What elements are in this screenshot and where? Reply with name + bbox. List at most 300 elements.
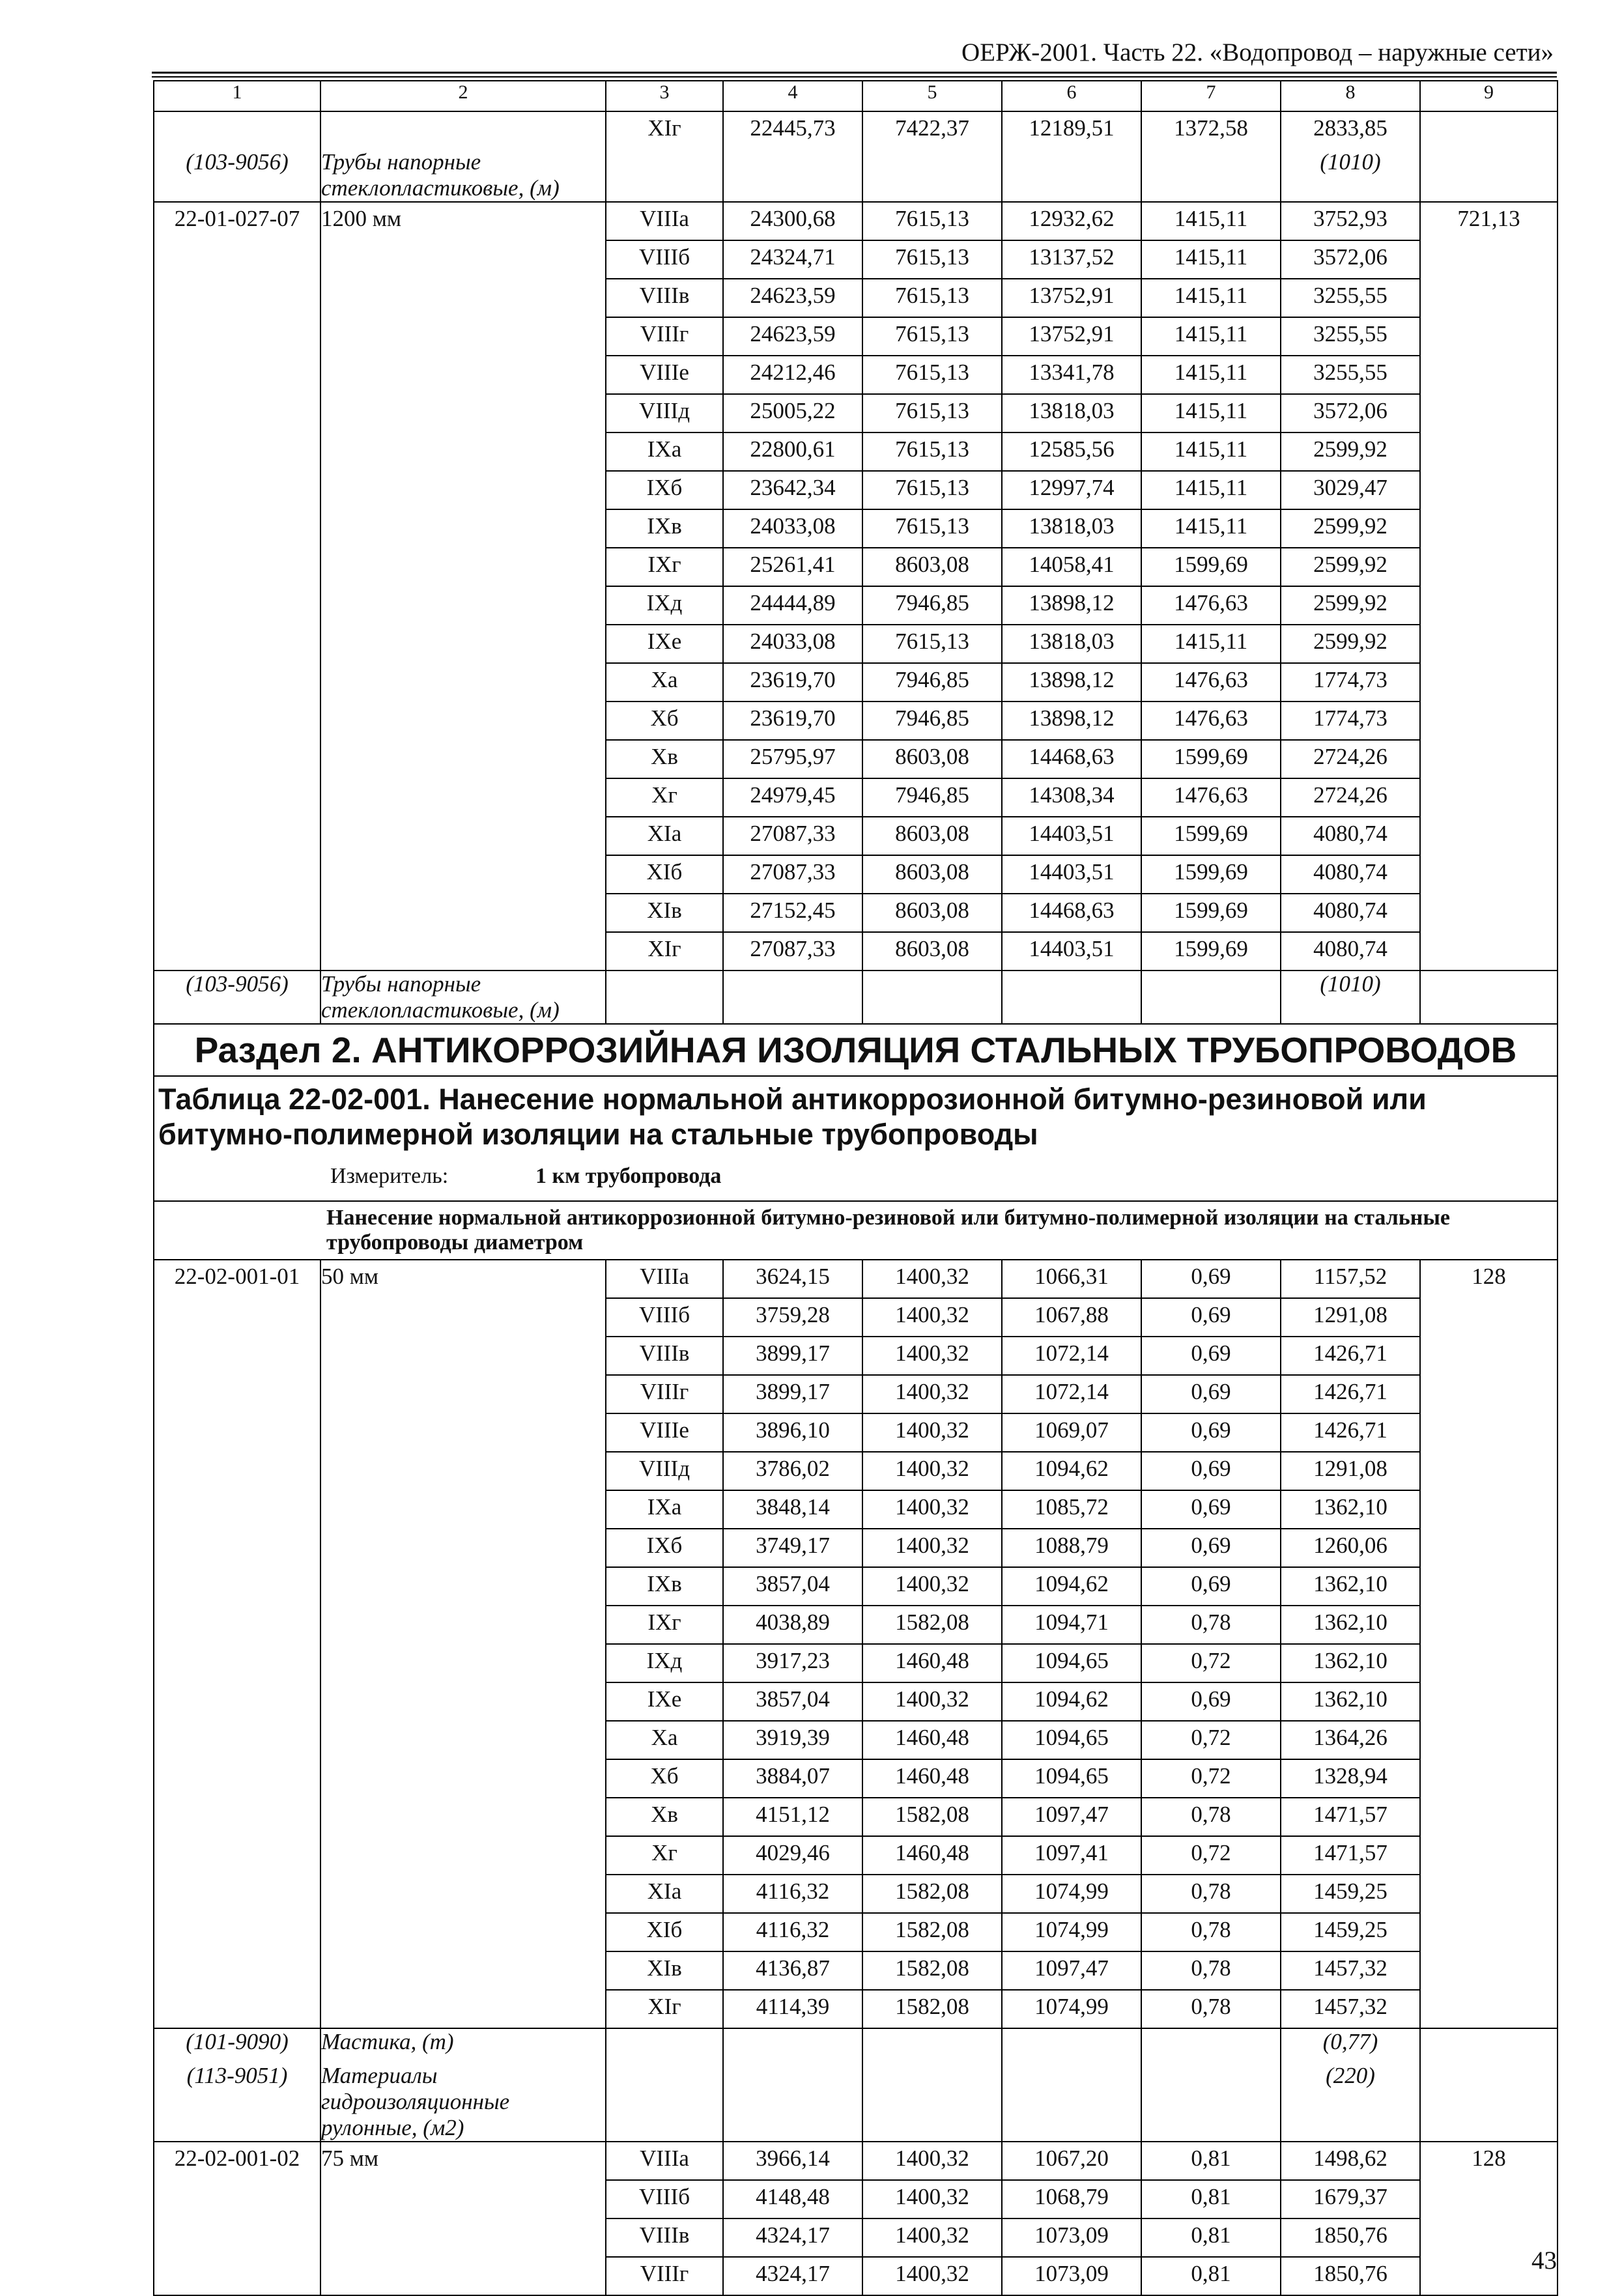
value-cell: 4080,74: [1281, 894, 1420, 932]
value-cell: 3857,04: [723, 1682, 862, 1721]
value-cell: 1073,09: [1002, 2257, 1141, 2295]
zone-cell: IXа: [606, 1490, 723, 1529]
value-cell: 12997,74: [1002, 471, 1141, 509]
empty-cell: [1002, 2063, 1141, 2142]
empty-cell: [606, 2028, 723, 2063]
value-cell: 1069,07: [1002, 1413, 1141, 1452]
value-cell: 1400,32: [862, 1298, 1002, 1337]
zone-cell: Xг: [606, 1836, 723, 1875]
value-cell: 3857,04: [723, 1567, 862, 1606]
value-cell: 7946,85: [862, 778, 1002, 817]
value-cell: 14468,63: [1002, 894, 1141, 932]
value-cell: 3899,17: [723, 1375, 862, 1413]
zone-cell: IXд: [606, 1644, 723, 1682]
empty-cell: [723, 149, 862, 202]
value-cell: 0,69: [1141, 1682, 1281, 1721]
column-number: 2: [320, 81, 606, 111]
value-cell: 1599,69: [1141, 740, 1281, 778]
col9-value: 128: [1420, 2142, 1558, 2295]
resource-row: [154, 971, 1558, 1024]
value-cell: 25795,97: [723, 740, 862, 778]
value-cell: 24623,59: [723, 317, 862, 356]
value-cell: 7615,13: [862, 202, 1002, 240]
value-cell: 22445,73: [723, 111, 862, 149]
resource-code: (103-9056): [154, 971, 320, 1024]
value-cell: 13752,91: [1002, 317, 1141, 356]
value-cell: 1094,71: [1002, 1606, 1141, 1644]
value-cell: 13341,78: [1002, 356, 1141, 394]
value-cell: 12189,51: [1002, 111, 1141, 149]
value-cell: 7615,13: [862, 432, 1002, 471]
value-cell: 1400,32: [862, 1413, 1002, 1452]
empty-cell: [1002, 971, 1141, 1024]
value-cell: 1415,11: [1141, 471, 1281, 509]
value-cell: 13137,52: [1002, 240, 1141, 279]
value-cell: 3759,28: [723, 1298, 862, 1337]
zone-cell: IXб: [606, 1529, 723, 1567]
empty-cell: [862, 2063, 1002, 2142]
value-cell: 1415,11: [1141, 394, 1281, 432]
column-number: 5: [862, 81, 1002, 111]
value-cell: 0,81: [1141, 2218, 1281, 2257]
value-cell: 0,69: [1141, 1375, 1281, 1413]
zone-cell: VIIIб: [606, 2180, 723, 2218]
value-cell: 27087,33: [723, 817, 862, 855]
value-cell: 3848,14: [723, 1490, 862, 1529]
value-cell: 1088,79: [1002, 1529, 1141, 1567]
table-row: [154, 1260, 1558, 1298]
zone-cell: VIIIг: [606, 317, 723, 356]
value-cell: 0,69: [1141, 1452, 1281, 1490]
value-cell: 23619,70: [723, 663, 862, 702]
zone-cell: VIIIб: [606, 240, 723, 279]
value-cell: 3917,23: [723, 1644, 862, 1682]
zone-cell: XIв: [606, 1951, 723, 1990]
zone-cell: VIIIв: [606, 1337, 723, 1375]
value-cell: 1426,71: [1281, 1375, 1420, 1413]
value-cell: 4151,12: [723, 1798, 862, 1836]
value-cell: 1582,08: [862, 1951, 1002, 1990]
empty-cell: [1420, 971, 1558, 1024]
value-cell: 4038,89: [723, 1606, 862, 1644]
value-cell: 1774,73: [1281, 663, 1420, 702]
value-cell: 1476,63: [1141, 778, 1281, 817]
value-cell: 0,69: [1141, 1337, 1281, 1375]
value-cell: 1415,11: [1141, 240, 1281, 279]
zone-cell: IXб: [606, 471, 723, 509]
value-cell: 0,69: [1141, 1298, 1281, 1337]
zone-cell: Xб: [606, 702, 723, 740]
value-cell: 1415,11: [1141, 625, 1281, 663]
value-cell: 1400,32: [862, 2257, 1002, 2295]
value-cell: 7615,13: [862, 356, 1002, 394]
value-cell: 13818,03: [1002, 625, 1141, 663]
value-cell: 1457,32: [1281, 1990, 1420, 2028]
resource-code: (101-9090): [154, 2028, 320, 2063]
value-cell: 1582,08: [862, 1875, 1002, 1913]
value-cell: 1582,08: [862, 1798, 1002, 1836]
value-cell: 1459,25: [1281, 1913, 1420, 1951]
value-cell: 0,78: [1141, 1913, 1281, 1951]
value-cell: 3752,93: [1281, 202, 1420, 240]
value-cell: 1073,09: [1002, 2218, 1141, 2257]
value-cell: 24324,71: [723, 240, 862, 279]
value-cell: 3966,14: [723, 2142, 862, 2180]
value-cell: 1362,10: [1281, 1682, 1420, 1721]
table-description-row: [154, 1201, 1558, 1260]
value-cell: 4114,39: [723, 1990, 862, 2028]
zone-cell: VIIIг: [606, 2257, 723, 2295]
value-cell: 1068,79: [1002, 2180, 1141, 2218]
value-cell: 22800,61: [723, 432, 862, 471]
value-cell: 1067,20: [1002, 2142, 1141, 2180]
value-cell: 0,78: [1141, 1798, 1281, 1836]
value-cell: 1072,14: [1002, 1337, 1141, 1375]
resource-name: Трубы напорные стеклопластиковые, (м): [320, 149, 606, 202]
value-cell: 1426,71: [1281, 1413, 1420, 1452]
value-cell: 3884,07: [723, 1759, 862, 1798]
value-cell: 1400,32: [862, 1375, 1002, 1413]
zone-cell: VIIIа: [606, 202, 723, 240]
section-heading-row: [154, 1024, 1558, 1076]
value-cell: 7615,13: [862, 471, 1002, 509]
table-title-row: [154, 1076, 1558, 1201]
value-cell: 24444,89: [723, 586, 862, 625]
value-cell: 0,72: [1141, 1721, 1281, 1759]
value-cell: 1362,10: [1281, 1490, 1420, 1529]
value-cell: 24979,45: [723, 778, 862, 817]
empty-cell: [1420, 2063, 1558, 2142]
zone-cell: VIIIб: [606, 1298, 723, 1337]
value-cell: 2833,85: [1281, 111, 1420, 149]
value-cell: 12585,56: [1002, 432, 1141, 471]
value-cell: 4324,17: [723, 2257, 862, 2295]
value-cell: 3255,55: [1281, 356, 1420, 394]
page-header: ОЕРЖ-2001. Часть 22. «Водопровод – наружные сети»: [961, 38, 1554, 66]
empty-cell: [320, 111, 606, 149]
value-cell: 1291,08: [1281, 1298, 1420, 1337]
column-number: 6: [1002, 81, 1141, 111]
value-cell: 1074,99: [1002, 1913, 1141, 1951]
value-cell: 0,81: [1141, 2142, 1281, 2180]
column-number: 1: [154, 81, 320, 111]
resource-qty: (1010): [1281, 149, 1420, 202]
value-cell: 7615,13: [862, 279, 1002, 317]
empty-cell: [1141, 149, 1281, 202]
value-cell: 3029,47: [1281, 471, 1420, 509]
zone-cell: XIг: [606, 1990, 723, 2028]
value-cell: 14468,63: [1002, 740, 1141, 778]
value-cell: 1097,47: [1002, 1798, 1141, 1836]
value-cell: 4080,74: [1281, 855, 1420, 894]
empty-cell: [1002, 2028, 1141, 2063]
value-cell: 1850,76: [1281, 2218, 1420, 2257]
value-cell: 3572,06: [1281, 394, 1420, 432]
value-cell: 1460,48: [862, 1644, 1002, 1682]
value-cell: 1097,41: [1002, 1836, 1141, 1875]
norm-code: 22-02-001-01: [154, 1260, 320, 2028]
column-number-row: [154, 81, 1558, 111]
zone-cell: VIIIе: [606, 1413, 723, 1452]
value-cell: 1400,32: [862, 1260, 1002, 1298]
value-cell: 1599,69: [1141, 855, 1281, 894]
value-cell: 13898,12: [1002, 586, 1141, 625]
value-cell: 1599,69: [1141, 894, 1281, 932]
zone-cell: VIIIе: [606, 356, 723, 394]
value-cell: 0,69: [1141, 1413, 1281, 1452]
zone-cell: XIа: [606, 817, 723, 855]
value-cell: 1260,06: [1281, 1529, 1420, 1567]
empty-cell: [862, 149, 1002, 202]
value-cell: 1362,10: [1281, 1567, 1420, 1606]
zone-cell: IXв: [606, 1567, 723, 1606]
norm-diameter: 50 мм: [320, 1260, 606, 2028]
zone-cell: VIIIв: [606, 279, 723, 317]
resource-qty: (0,77): [1281, 2028, 1420, 2063]
table-title-cell: [154, 1076, 1558, 1201]
value-cell: 1582,08: [862, 1990, 1002, 2028]
section-title: Раздел 2. АНТИКОРРОЗИЙНАЯ ИЗОЛЯЦИЯ СТАЛЬНЫХ ТРУБОПРОВОДОВ: [154, 1024, 1558, 1076]
value-cell: 27087,33: [723, 855, 862, 894]
value-cell: 2599,92: [1281, 586, 1420, 625]
value-cell: 1400,32: [862, 2142, 1002, 2180]
zone-cell: VIIIа: [606, 1260, 723, 1298]
value-cell: 25005,22: [723, 394, 862, 432]
measure-value: 1 км трубопровода: [535, 1164, 722, 1188]
value-cell: 7946,85: [862, 586, 1002, 625]
header-rule: [152, 72, 1557, 74]
resource-row: [154, 2063, 1558, 2142]
empty-cell: [723, 2063, 862, 2142]
value-cell: 4324,17: [723, 2218, 862, 2257]
value-cell: 1599,69: [1141, 548, 1281, 586]
value-cell: 1476,63: [1141, 663, 1281, 702]
resource-qty: (1010): [1281, 971, 1420, 1024]
value-cell: 1415,11: [1141, 202, 1281, 240]
value-cell: 1459,25: [1281, 1875, 1420, 1913]
value-cell: 14403,51: [1002, 817, 1141, 855]
value-cell: 3624,15: [723, 1260, 862, 1298]
table-row: [154, 202, 1558, 240]
value-cell: 3255,55: [1281, 279, 1420, 317]
zone-cell: Xб: [606, 1759, 723, 1798]
value-cell: 0,78: [1141, 1875, 1281, 1913]
table-row: [154, 2142, 1558, 2180]
value-cell: 1415,11: [1141, 509, 1281, 548]
value-cell: 2724,26: [1281, 740, 1420, 778]
column-number: 8: [1281, 81, 1420, 111]
value-cell: 1067,88: [1002, 1298, 1141, 1337]
empty-cell: [862, 971, 1002, 1024]
value-cell: 14308,34: [1002, 778, 1141, 817]
value-cell: 1476,63: [1141, 586, 1281, 625]
empty-cell: [862, 2028, 1002, 2063]
zone-cell: XIв: [606, 894, 723, 932]
value-cell: 1400,32: [862, 1529, 1002, 1567]
measure-label: Измеритель:: [330, 1164, 449, 1188]
value-cell: 1328,94: [1281, 1759, 1420, 1798]
value-cell: 7615,13: [862, 240, 1002, 279]
value-cell: 3919,39: [723, 1721, 862, 1759]
value-cell: 12932,62: [1002, 202, 1141, 240]
value-cell: 1085,72: [1002, 1490, 1141, 1529]
value-cell: 8603,08: [862, 855, 1002, 894]
value-cell: 1074,99: [1002, 1990, 1141, 2028]
value-cell: 3899,17: [723, 1337, 862, 1375]
value-cell: 1415,11: [1141, 317, 1281, 356]
value-cell: 1476,63: [1141, 702, 1281, 740]
value-cell: 23642,34: [723, 471, 862, 509]
value-cell: 4080,74: [1281, 817, 1420, 855]
column-number: 4: [723, 81, 862, 111]
empty-cell: [606, 149, 723, 202]
zone-cell: IXа: [606, 432, 723, 471]
value-cell: 24033,08: [723, 625, 862, 663]
value-cell: 24033,08: [723, 509, 862, 548]
value-cell: 7946,85: [862, 663, 1002, 702]
value-cell: 1582,08: [862, 1913, 1002, 1951]
value-cell: 4136,87: [723, 1951, 862, 1990]
value-cell: 14058,41: [1002, 548, 1141, 586]
zone-cell: XIб: [606, 1913, 723, 1951]
header-rule: [152, 76, 1557, 78]
value-cell: 13818,03: [1002, 394, 1141, 432]
empty-cell: [723, 2028, 862, 2063]
value-cell: 0,81: [1141, 2257, 1281, 2295]
resource-qty: (220): [1281, 2063, 1420, 2142]
value-cell: 1094,62: [1002, 1452, 1141, 1490]
value-cell: 8603,08: [862, 932, 1002, 971]
value-cell: 1400,32: [862, 1337, 1002, 1375]
value-cell: 3255,55: [1281, 317, 1420, 356]
norm-code: 22-02-001-02: [154, 2142, 320, 2295]
value-cell: 1774,73: [1281, 702, 1420, 740]
value-cell: 1362,10: [1281, 1644, 1420, 1682]
zone-cell: VIIIг: [606, 1375, 723, 1413]
zone-cell: Xа: [606, 663, 723, 702]
zone-cell: VIIIа: [606, 2142, 723, 2180]
zone-cell: Xв: [606, 740, 723, 778]
empty-cell: [723, 971, 862, 1024]
value-cell: 1072,14: [1002, 1375, 1141, 1413]
value-cell: 1157,52: [1281, 1260, 1420, 1298]
zone-cell: XIг: [606, 932, 723, 971]
value-cell: 0,78: [1141, 1990, 1281, 2028]
resource-name: Материалы гидроизоляционные рулонные, (м2): [320, 2063, 606, 2142]
value-cell: 13752,91: [1002, 279, 1141, 317]
value-cell: 3896,10: [723, 1413, 862, 1452]
value-cell: 4080,74: [1281, 932, 1420, 971]
empty-cell: [1420, 2028, 1558, 2063]
value-cell: 3749,17: [723, 1529, 862, 1567]
value-cell: 0,72: [1141, 1836, 1281, 1875]
zone-cell: IXг: [606, 1606, 723, 1644]
norm-diameter: 1200 мм: [320, 202, 606, 971]
value-cell: 1372,58: [1141, 111, 1281, 149]
empty-cell: [1141, 2028, 1281, 2063]
value-cell: 13818,03: [1002, 509, 1141, 548]
zone-cell: VIIIд: [606, 394, 723, 432]
value-cell: 1400,32: [862, 2180, 1002, 2218]
value-cell: 8603,08: [862, 548, 1002, 586]
resource-name: Трубы напорные стеклопластиковые, (м): [320, 971, 606, 1024]
zone-cell: VIIIд: [606, 1452, 723, 1490]
value-cell: 1582,08: [862, 1606, 1002, 1644]
empty-cell: [1420, 149, 1558, 202]
value-cell: 0,72: [1141, 1759, 1281, 1798]
value-cell: 2599,92: [1281, 548, 1420, 586]
value-cell: 1362,10: [1281, 1606, 1420, 1644]
value-cell: 1364,26: [1281, 1721, 1420, 1759]
value-cell: 7615,13: [862, 317, 1002, 356]
empty-cell: [154, 111, 320, 149]
value-cell: 2724,26: [1281, 778, 1420, 817]
value-cell: 25261,41: [723, 548, 862, 586]
empty-cell: [1420, 111, 1558, 149]
column-number: 3: [606, 81, 723, 111]
value-cell: 1291,08: [1281, 1452, 1420, 1490]
value-cell: 0,69: [1141, 1529, 1281, 1567]
value-cell: 0,69: [1141, 1490, 1281, 1529]
value-cell: 4116,32: [723, 1875, 862, 1913]
value-cell: 4029,46: [723, 1836, 862, 1875]
value-cell: 1471,57: [1281, 1836, 1420, 1875]
value-cell: 8603,08: [862, 894, 1002, 932]
value-cell: 1400,32: [862, 1490, 1002, 1529]
value-cell: 8603,08: [862, 817, 1002, 855]
value-cell: 1097,47: [1002, 1951, 1141, 1990]
value-cell: 1599,69: [1141, 817, 1281, 855]
zone-cell: IXе: [606, 1682, 723, 1721]
value-cell: 1400,32: [862, 1452, 1002, 1490]
empty-cell: [606, 971, 723, 1024]
page-number: 43: [1531, 2246, 1557, 2275]
value-cell: 7615,13: [862, 625, 1002, 663]
zone-cell: IXв: [606, 509, 723, 548]
column-number: 9: [1420, 81, 1558, 111]
value-cell: 4116,32: [723, 1913, 862, 1951]
resource-row: [154, 149, 1558, 202]
value-cell: 1415,11: [1141, 279, 1281, 317]
norm-code: 22-01-027-07: [154, 202, 320, 971]
value-cell: 1400,32: [862, 1682, 1002, 1721]
value-cell: 1415,11: [1141, 356, 1281, 394]
empty-cell: [1141, 971, 1281, 1024]
value-cell: 7422,37: [862, 111, 1002, 149]
value-cell: 1850,76: [1281, 2257, 1420, 2295]
zone-cell: XIг: [606, 111, 723, 149]
value-cell: 4148,48: [723, 2180, 862, 2218]
value-cell: 1094,65: [1002, 1721, 1141, 1759]
value-cell: 0,69: [1141, 1260, 1281, 1298]
empty-cell: [1141, 2063, 1281, 2142]
value-cell: 24212,46: [723, 356, 862, 394]
value-cell: 3572,06: [1281, 240, 1420, 279]
value-cell: 1471,57: [1281, 1798, 1420, 1836]
value-cell: 1426,71: [1281, 1337, 1420, 1375]
value-cell: 1460,48: [862, 1759, 1002, 1798]
value-cell: 14403,51: [1002, 932, 1141, 971]
table-row: [154, 111, 1558, 149]
table-description: Нанесение нормальной антикоррозионной битумно-резиновой или битумно-полимерной изоляции на стальные трубопроводы диаметром: [154, 1201, 1558, 1260]
value-cell: 1498,62: [1281, 2142, 1420, 2180]
norm-diameter: 75 мм: [320, 2142, 606, 2295]
value-cell: 13898,12: [1002, 663, 1141, 702]
value-cell: 1599,69: [1141, 932, 1281, 971]
value-cell: 23619,70: [723, 702, 862, 740]
value-cell: 1415,11: [1141, 432, 1281, 471]
value-cell: 1094,62: [1002, 1567, 1141, 1606]
